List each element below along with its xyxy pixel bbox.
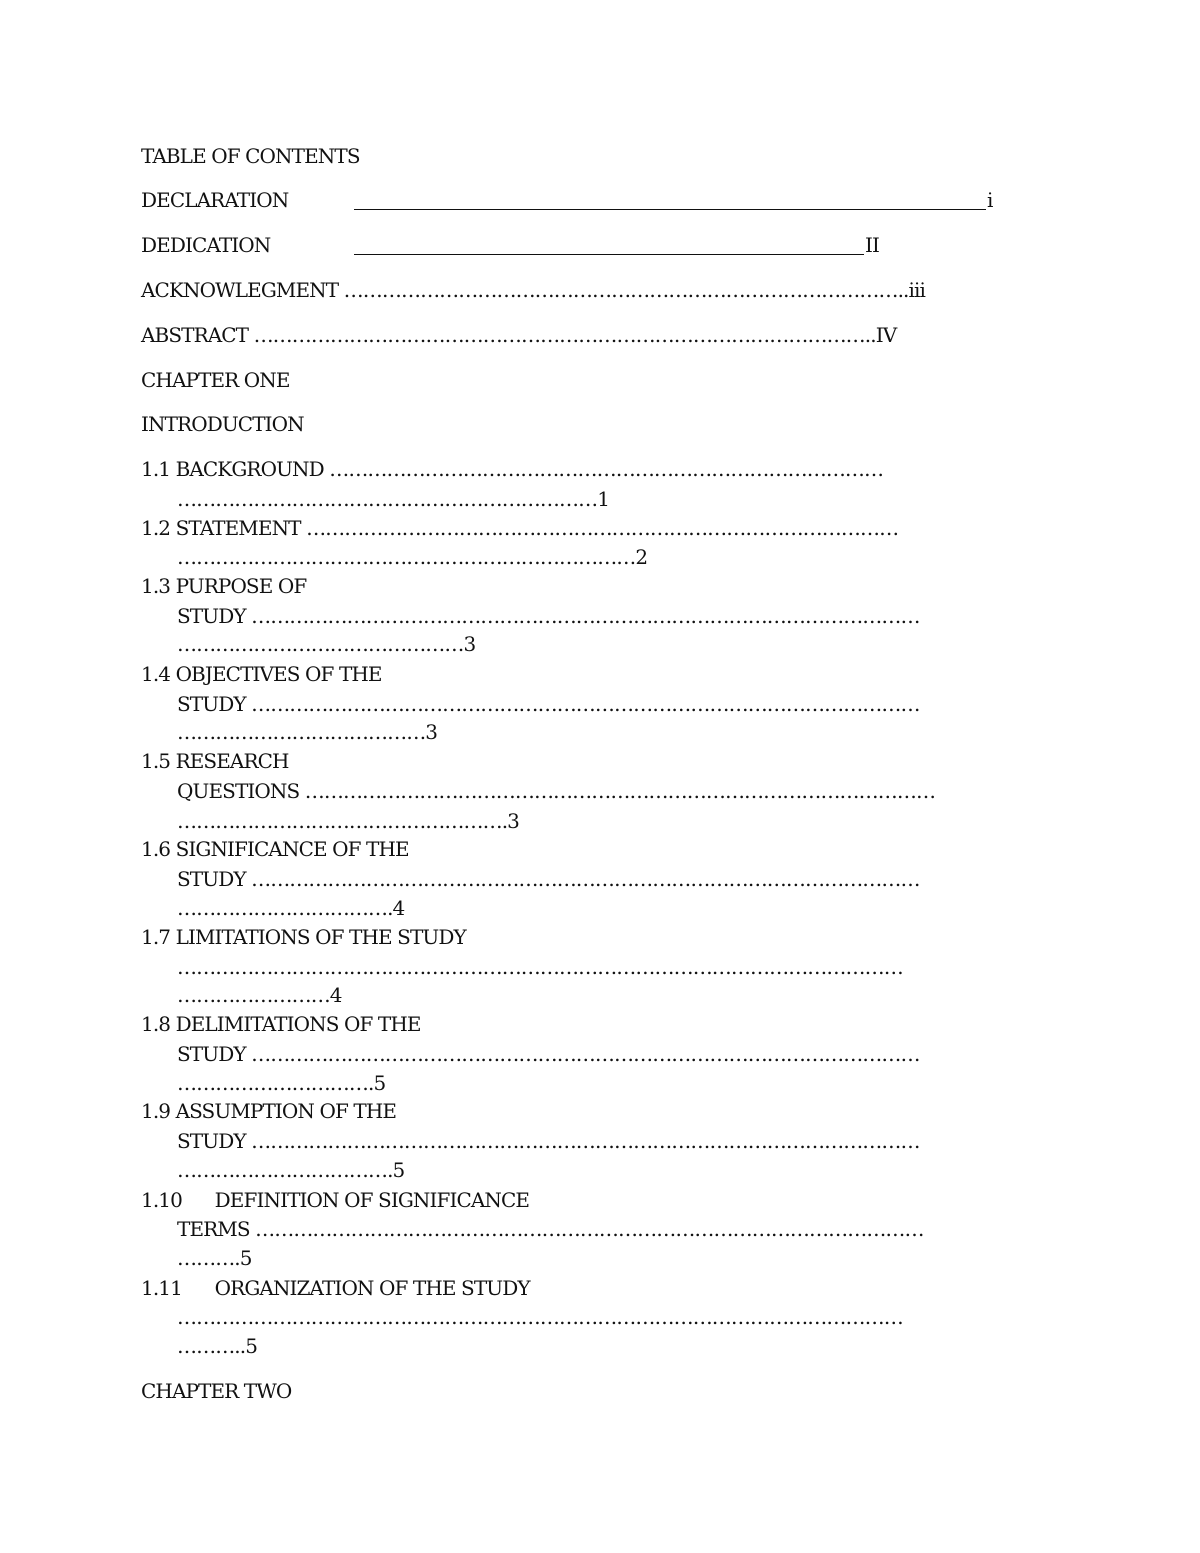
toc-entry-acknowledgment: ACKNOWLEGMENT ……………………………………………………………………………..iii [141,278,925,302]
toc-entry-line: 1.5 RESEARCH [141,749,289,773]
toc-entry-line: TERMS …………………………………………………………………………………………… [177,1217,924,1241]
toc-entry-abstract: ABSTRACT ……………………………………………………………………………………..IV [141,323,897,347]
dedication-leader-line [354,254,864,255]
toc-entry-line: ………………………………………3 [177,632,476,656]
toc-entry-line: 1.7 LIMITATIONS OF THE STUDY [141,925,466,949]
toc-entry-line: ………………………………………………………………2 [177,545,648,569]
toc-entry-line: 1.9 ASSUMPTION OF THE [141,1099,397,1123]
toc-entry-line: 1.2 STATEMENT ………………………………………………………………………………… [141,516,899,540]
toc-entry-line: …………………………………………………………………………………………………… [177,955,903,979]
toc-entry-line: 1.4 OBJECTIVES OF THE [141,662,382,686]
dedication-label: DEDICATION [141,233,271,257]
toc-entry-line: …………………………….5 [177,1158,405,1182]
toc-entry-line: ………………………….5 [177,1071,386,1095]
toc-entry-line: 1.11 ORGANIZATION OF THE STUDY [141,1276,530,1300]
toc-entry-line: …………………………………3 [177,720,438,744]
toc-entry-line: 1.10 DEFINITION OF SIGNIFICANCE [141,1188,530,1212]
toc-entry-line: STUDY …………………………………………………………………………………………… [177,1129,920,1153]
toc-entry-line: STUDY …………………………………………………………………………………………… [177,604,920,628]
chapter-two-heading: CHAPTER TWO [141,1379,292,1403]
chapter-one-subheading: INTRODUCTION [141,412,304,436]
toc-entry-line: ……….5 [177,1246,252,1270]
dedication-page: II [865,233,880,257]
toc-entry-line: STUDY …………………………………………………………………………………………… [177,867,920,891]
declaration-label: DECLARATION [141,188,289,212]
toc-entry-line: 1.8 DELIMITATIONS OF THE [141,1012,421,1036]
declaration-leader-line [354,209,986,210]
toc-entry-line: ………..5 [177,1334,258,1358]
toc-entry-line: 1.6 SIGNIFICANCE OF THE [141,837,409,861]
declaration-page: i [987,188,993,212]
toc-entry-line: …………………………………………….3 [177,809,519,833]
chapter-one-heading: CHAPTER ONE [141,368,290,392]
toc-entry-line: QUESTIONS ……………………………………………………………………………………… [177,779,936,803]
toc-entry-line: …………………………….4 [177,896,405,920]
toc-entry-line: STUDY …………………………………………………………………………………………… [177,692,920,716]
toc-title: TABLE OF CONTENTS [141,144,360,168]
toc-entry-line: 1.3 PURPOSE OF [141,574,307,598]
toc-entry-line: …………………………………………………………………………………………………… [177,1305,903,1329]
toc-entry-line: …………………………………………………………1 [177,487,610,511]
toc-entry-line: ……………………4 [177,983,342,1007]
toc-entry-line: 1.1 BACKGROUND …………………………………………………………………………… [141,457,884,481]
toc-entry-line: STUDY …………………………………………………………………………………………… [177,1042,920,1066]
